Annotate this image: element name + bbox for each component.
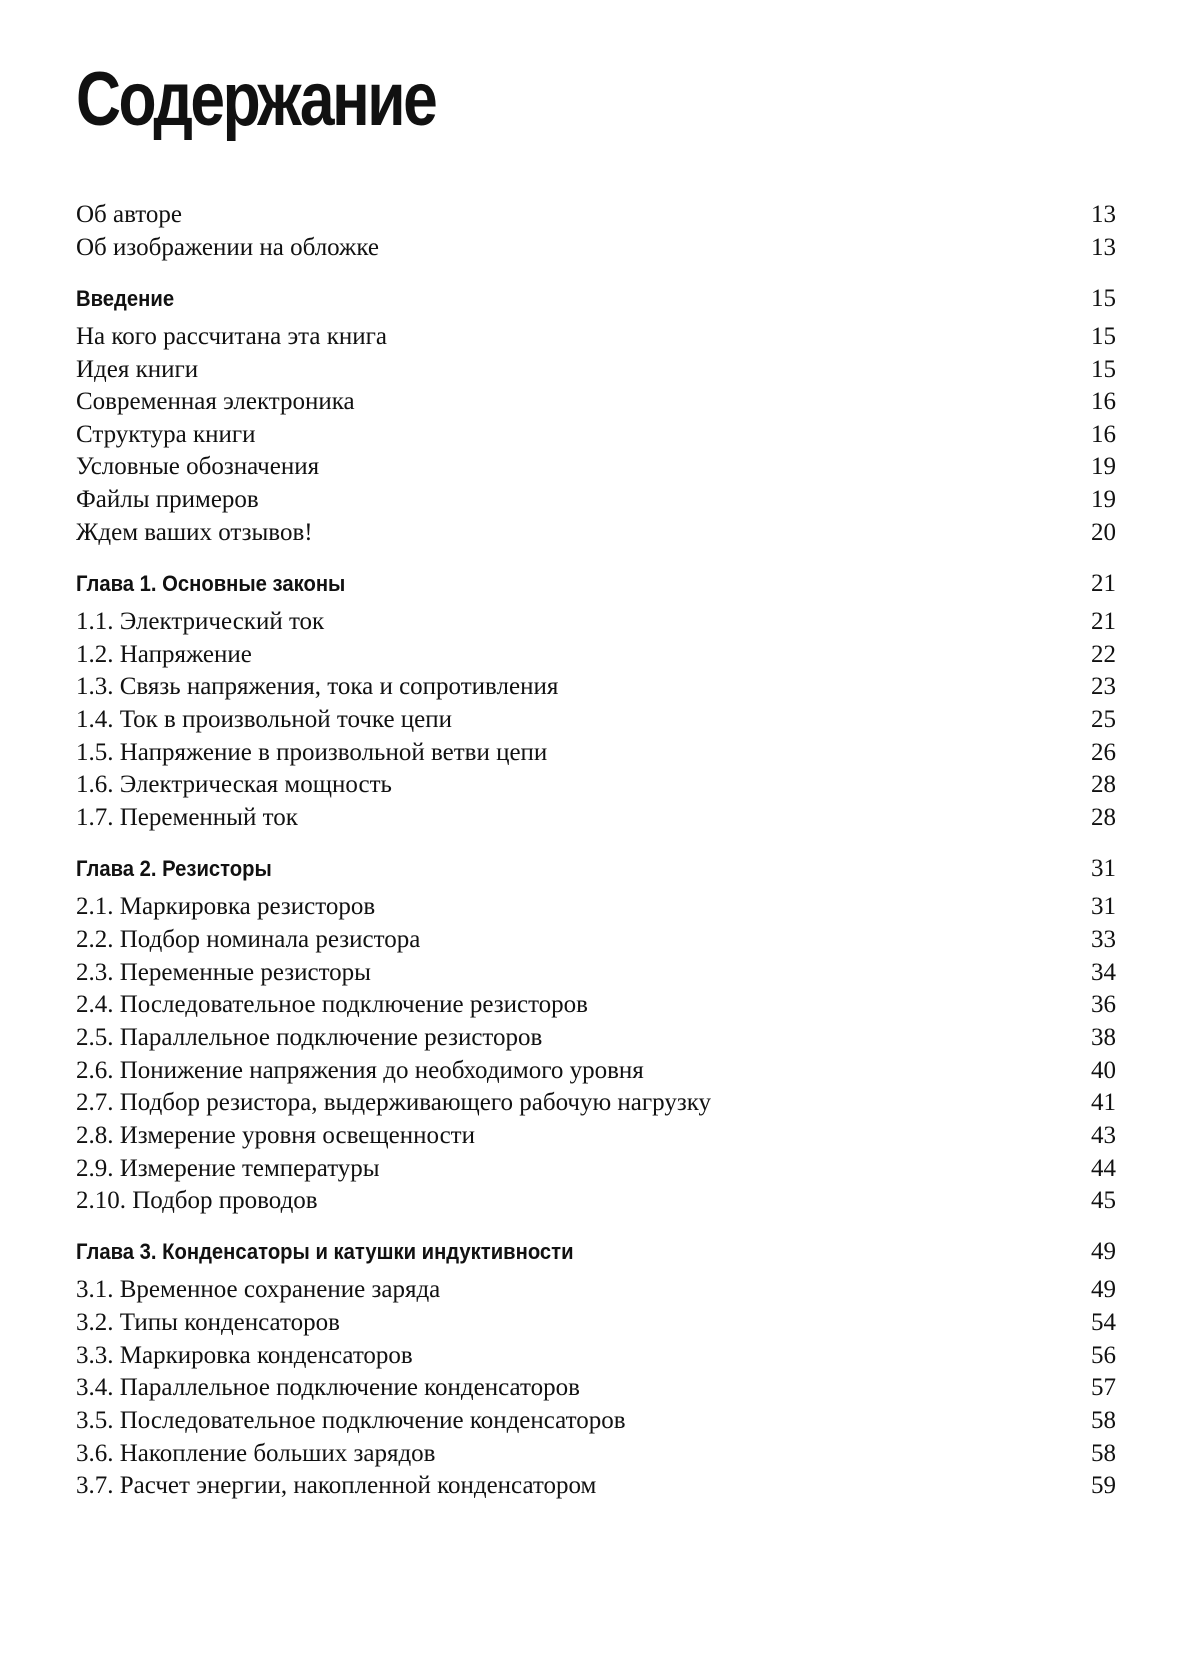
toc-entry [76, 420, 1116, 450]
toc-entry-label: 1.4. Ток в произвольной точке цепи [76, 706, 453, 733]
toc-entry-page-number: 49 [1091, 1238, 1116, 1265]
toc-entry-page-number: 38 [1091, 1024, 1116, 1051]
toc-entry-label: Идея книги [76, 356, 199, 383]
toc-entry-label: 1.5. Напряжение в произвольной ветви цепи [76, 739, 548, 766]
toc-entry-label: Ждем ваших отзывов! [76, 519, 313, 546]
toc-entry [76, 607, 1116, 637]
toc-entry [76, 1088, 1116, 1118]
toc-entry-label: Файлы примеров [76, 486, 259, 513]
toc-entry-label: 2.10. Подбор проводов [76, 1187, 318, 1214]
toc-entry [76, 1275, 1116, 1305]
toc-chapter-heading [76, 1237, 1116, 1267]
toc-entry-label: 3.3. Маркировка конденсаторов [76, 1342, 413, 1369]
toc-entry [76, 1121, 1116, 1151]
toc-entry-page-number: 13 [1091, 201, 1116, 228]
toc-entry-page-number: 49 [1091, 1276, 1116, 1303]
toc-entry-page-number: 43 [1091, 1122, 1116, 1149]
toc-entry [76, 322, 1116, 352]
toc-entry [76, 1439, 1116, 1469]
toc-entry-page-number: 36 [1091, 991, 1116, 1018]
toc-entry-label: 1.7. Переменный ток [76, 804, 298, 831]
toc-entry-page-number: 15 [1091, 356, 1116, 383]
toc-entry-label: 2.3. Переменные резисторы [76, 959, 371, 986]
toc-entry-page-number: 57 [1091, 1374, 1116, 1401]
toc-entry-label: 1.3. Связь напряжения, тока и сопротивления [76, 673, 559, 700]
page-title: Содержание [76, 57, 436, 142]
toc-entry-label: Структура книги [76, 421, 256, 448]
toc-entry-page-number: 59 [1091, 1472, 1116, 1499]
toc-entry-page-number: 15 [1091, 323, 1116, 350]
toc-entry-label: 3.7. Расчет энергии, накопленной конденсатором [76, 1472, 597, 1499]
toc-entry-label: 2.5. Параллельное подключение резисторов [76, 1024, 543, 1051]
toc-entry [76, 1308, 1116, 1338]
toc-entry [76, 387, 1116, 417]
toc-entry-page-number: 45 [1091, 1187, 1116, 1214]
toc-entry-page-number: 41 [1091, 1089, 1116, 1116]
toc-entry [76, 233, 1116, 263]
toc-entry-label: Об авторе [76, 201, 182, 228]
toc-entry-page-number: 21 [1091, 570, 1116, 597]
toc-chapter-heading [76, 284, 1116, 314]
toc-entry-label: 2.2. Подбор номинала резистора [76, 926, 421, 953]
toc-entry-page-number: 15 [1091, 285, 1116, 312]
toc-entry-page-number: 16 [1091, 421, 1116, 448]
toc-entry-label: 1.6. Электрическая мощность [76, 771, 392, 798]
toc-entry [76, 958, 1116, 988]
toc-entry [76, 990, 1116, 1020]
toc-entry-page-number: 28 [1091, 771, 1116, 798]
toc-chapter-heading [76, 854, 1116, 884]
toc-entry-page-number: 40 [1091, 1057, 1116, 1084]
toc-entry-label: 3.4. Параллельное подключение конденсаторов [76, 1374, 580, 1401]
toc-entry-page-number: 25 [1091, 706, 1116, 733]
toc-entry-page-number: 13 [1091, 234, 1116, 261]
toc-chapter-heading [76, 569, 1116, 599]
toc-entry-label: 1.2. Напряжение [76, 641, 252, 668]
toc-entry-page-number: 31 [1091, 893, 1116, 920]
toc-entry [76, 770, 1116, 800]
toc-entry-label: 1.1. Электрический ток [76, 608, 325, 635]
toc-entry [76, 1341, 1116, 1371]
toc-entry-label: 3.1. Временное сохранение заряда [76, 1276, 441, 1303]
toc-entry [76, 892, 1116, 922]
toc-entry-page-number: 21 [1091, 608, 1116, 635]
toc-entry-page-number: 19 [1091, 486, 1116, 513]
toc-entry-page-number: 58 [1091, 1440, 1116, 1467]
toc-entry-label: 2.7. Подбор резистора, выдерживающего рабочую нагрузку [76, 1089, 711, 1116]
toc-entry [76, 200, 1116, 230]
toc-entry [76, 518, 1116, 548]
toc-entry-label: 2.1. Маркировка резисторов [76, 893, 376, 920]
toc-entry-page-number: 58 [1091, 1407, 1116, 1434]
toc-entry [76, 355, 1116, 385]
toc-entry-page-number: 54 [1091, 1309, 1116, 1336]
toc-entry-label: Условные обозначения [76, 453, 320, 480]
toc-entry-label: 2.6. Понижение напряжения до необходимого уровня [76, 1057, 644, 1084]
toc-entry [76, 738, 1116, 768]
toc-entry-label: 2.8. Измерение уровня освещенности [76, 1122, 475, 1149]
toc-entry [76, 1406, 1116, 1436]
toc-entry-page-number: 22 [1091, 641, 1116, 668]
toc-entry-label: 3.5. Последовательное подключение конденсаторов [76, 1407, 626, 1434]
toc-entry-page-number: 56 [1091, 1342, 1116, 1369]
toc-entry-label: Глава 2. Резисторы [76, 856, 272, 881]
toc-entry [76, 485, 1116, 515]
toc-entry-page-number: 33 [1091, 926, 1116, 953]
toc-entry [76, 672, 1116, 702]
toc-entry [76, 1186, 1116, 1216]
toc-entry [76, 803, 1116, 833]
toc-entry-label: Об изображении на обложке [76, 234, 379, 261]
toc-entry-label: Глава 1. Основные законы [76, 571, 346, 596]
toc-entry [76, 925, 1116, 955]
toc-entry-page-number: 28 [1091, 804, 1116, 831]
toc-entry-page-number: 34 [1091, 959, 1116, 986]
toc-entry [76, 640, 1116, 670]
toc-entry [76, 1373, 1116, 1403]
toc-entry-label: 2.4. Последовательное подключение резисторов [76, 991, 588, 1018]
toc-entry-page-number: 44 [1091, 1155, 1116, 1182]
toc-entry-page-number: 31 [1091, 855, 1116, 882]
toc-entry-page-number: 23 [1091, 673, 1116, 700]
toc-entry [76, 1154, 1116, 1184]
toc-entry-label: Введение [76, 286, 175, 311]
toc-entry-label: 2.9. Измерение температуры [76, 1155, 380, 1182]
toc-entry-label: Глава 3. Конденсаторы и катушки индуктивности [76, 1239, 574, 1264]
toc-entry-label: На кого рассчитана эта книга [76, 323, 388, 350]
toc-entry-page-number: 20 [1091, 519, 1116, 546]
toc-entry-label: 3.6. Накопление больших зарядов [76, 1440, 436, 1467]
toc-entry-label: 3.2. Типы конденсаторов [76, 1309, 340, 1336]
toc-entry [76, 1471, 1116, 1501]
toc-entry [76, 1023, 1116, 1053]
toc-entry-label: Современная электроника [76, 388, 355, 415]
toc-entry-page-number: 16 [1091, 388, 1116, 415]
toc-entry-page-number: 19 [1091, 453, 1116, 480]
toc-entry [76, 1056, 1116, 1086]
toc-entry [76, 452, 1116, 482]
toc-entry [76, 705, 1116, 735]
toc-entry-page-number: 26 [1091, 739, 1116, 766]
